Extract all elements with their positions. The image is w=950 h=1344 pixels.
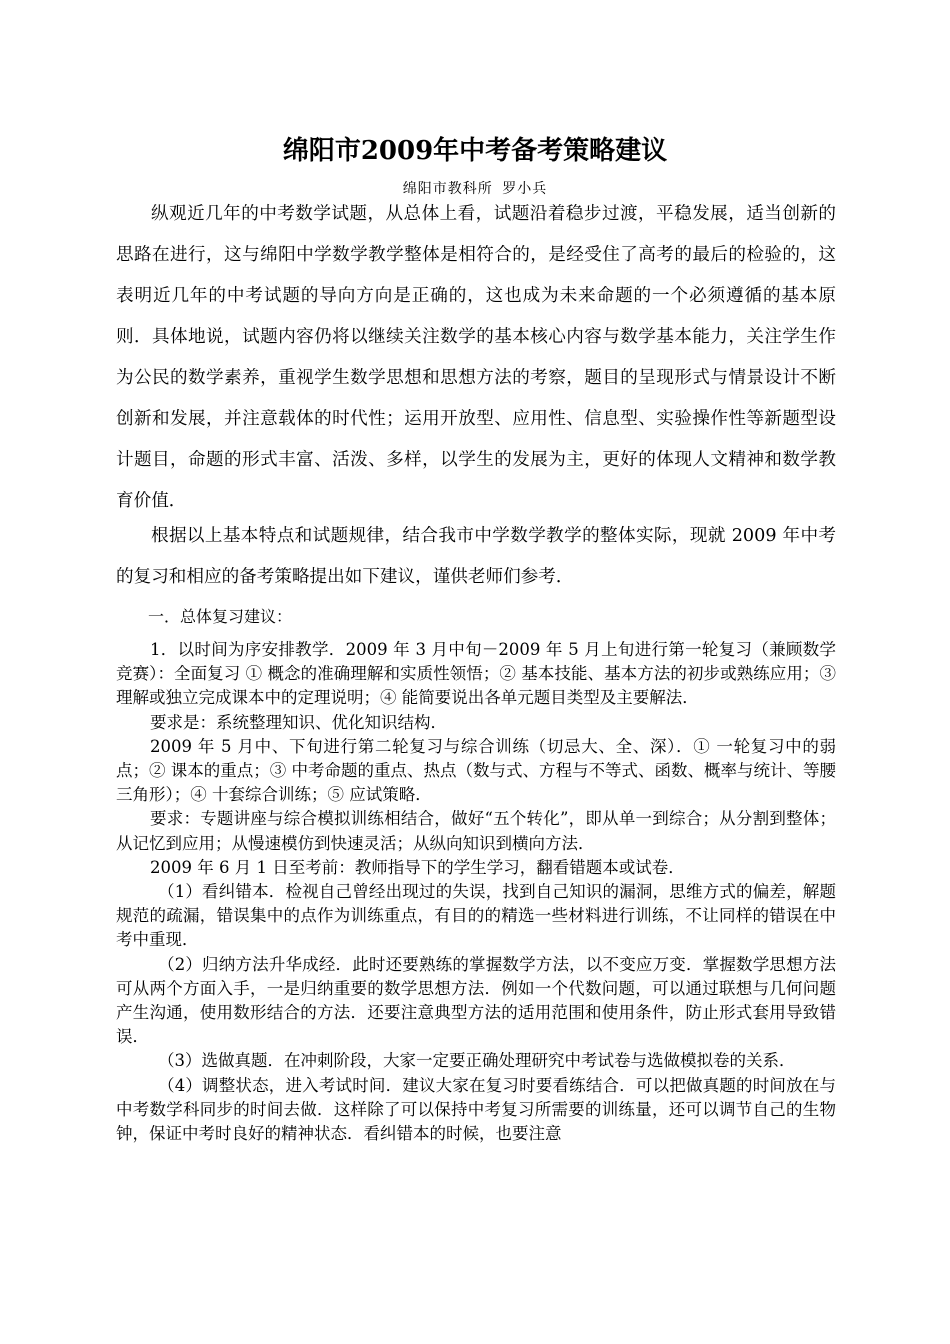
body-paragraph: 要求：专题讲座与综合模拟训练相结合，做好“五个转化”，即从单一到综合；从分割到整体；从记忆到应用；从慢速模仿到快速灵活；从纵向知识到横向方法． (116, 809, 836, 853)
document-body (116, 638, 836, 1146)
document-author: 绵阳市教科所 罗小兵 (402, 181, 548, 197)
body-paragraph: 2009 年 6 月 1 日至考前：教师指导下的学生学习，翻看错题本或试卷． (150, 857, 685, 877)
body-paragraph: （1）看纠错本．检视自己曾经出现过的失误，找到自己知识的漏洞，思维方式的偏差，解题规范的疏漏，错误集中的点作为训练重点，有目的的精选一些材料进行训练，不让同样的错误在中考中重现． (116, 882, 836, 950)
body-paragraph: （3）选做真题．在冲刺阶段，大家一定要正确处理研究中考试卷与选做模拟卷的关系． (158, 1051, 796, 1071)
body-paragraph: （4）调整状态，进入考试时间．建议大家在复习时要看练结合．可以把做真题的时间放在与中考数学科同步的时间去做．这样除了可以保持中考复习所需要的训练量，还可以调节自己的生物钟，保证中考时良好的精神状态．看纠错本的时候，也要注意 (116, 1075, 836, 1144)
document-title: 绵阳市2009年中考备考策略建议 (282, 136, 668, 166)
body-paragraph: 1．以时间为序安排教学．2009 年 3 月中旬－2009 年 5 月上旬进行第一轮复习（兼顾数学竞赛）：全面复习 ① 概念的准确理解和实质性领悟；② 基本技能、基本方法的初步或熟练应用；③ 理解或独立完成课本中的定理说明；④ 能简要说出各单元题目类型及主要解法． (116, 640, 836, 708)
section-heading: 一．总体复习建议： (148, 607, 293, 626)
body-paragraph: 2009 年 5 月中、下旬进行第二轮复习与综合训练（切忌大、全、深）．① 一轮复习中的弱点；② 课本的重点；③ 中考命题的重点、热点（数与式、方程与不等式、函数、概率与统计、等腰三角形）；④ 十套综合训练；⑤ 应试策略． (116, 736, 836, 805)
intro-paragraph: 纵观近几年的中考数学试题，从总体上看，试题沿着稳步过渡，平稳发展，适当创新的思路在进行，这与绵阳中学数学教学整体是相符合的，是经受住了高考的最后的检验的，这表明近几年的中考试题的导向方向是正确的，这也成为未来命题的一个必须遵循的基本原则．具体地说，试题内容仍将以继续关注数学的基本核心内容与数学基本能力，关注学生作为公民的数学素养，重视学生数学思想和思想方法的考察，题目的呈现形式与情景设计不断创新和发展，并注意载体的时代性；运用开放型、应用性、信息型、实验操作性等新题型设计题目，命题的形式丰富、活泼、多样，以学生的发展为主，更好的体现人文精神和数学教育价值． (116, 204, 836, 511)
body-paragraph: 要求是：系统整理知识、优化知识结构． (150, 712, 447, 732)
intro-paragraph: 根据以上基本特点和试题规律，结合我市中学数学教学的整体实际，现就 2009 年中考的复习和相应的备考策略提出如下建议，谨供老师们参考． (116, 526, 836, 587)
body-paragraph: （2）归纳方法升华成经．此时还要熟练的掌握数学方法，以不变应万变．掌握数学思想方法可从两个方面入手，一是归纳重要的数学思想方法．例如一个代数问题，可以通过联想与几何问题产生沟通，使用数形结合的方法．还要注意典型方法的适用范围和使用条件，防止形式套用导致错误． (116, 954, 836, 1047)
